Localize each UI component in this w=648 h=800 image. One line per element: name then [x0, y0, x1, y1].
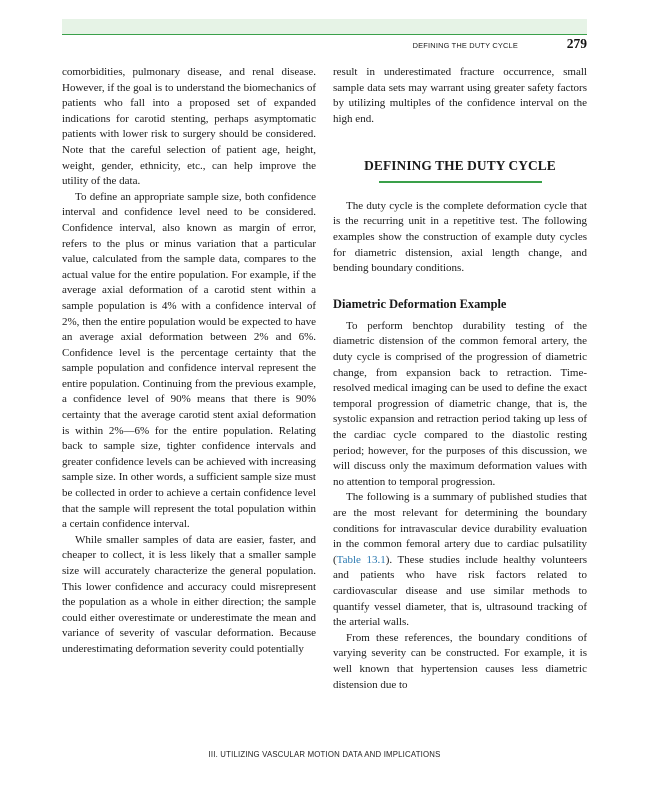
- running-head: DEFINING THE DUTY CYCLE: [412, 41, 518, 50]
- table-reference-link[interactable]: Table 13.1: [336, 553, 386, 566]
- subsection-heading: Diametric Deformation Example: [333, 296, 507, 311]
- paragraph-text: ). These studies include healthy volunteers and patients who have risk factors related to cardiovascular disease and use similar methods to quantify vessel diameter, that is, ultrasound tracking of the arterial walls.: [333, 553, 587, 629]
- section-heading-rule: [379, 181, 542, 183]
- section-heading: DEFINING THE DUTY CYCLE: [364, 158, 556, 174]
- body-paragraph: [333, 490, 587, 630]
- running-footer: III. UTILIZING VASCULAR MOTION DATA AND IMPLICATIONS: [208, 750, 441, 759]
- header-rule: [62, 34, 587, 35]
- body-paragraph: To define an appropriate sample size, both confidence interval and confidence level need to be considered. Confidence interval, also known as margin of error, refers to the plus or minus variation that a particular value, calculated from the sample data, compares to the actual value for the entire population. For example, if the average axial deformation of a carotid stent within a sample population is 4% with a confidence interval of 2%, then the entire population would be expected to have an average axial deformation between 2% and 6%. Confidence level is the percentage certainty that the sample population and confidence interval represent the entire population. Continuing from the previous example, a confidence level of 90% means that there is 90% certainty that the average carotid stent axial deformation is within 2%—6% for the entire population. Relating back to sample size, tighter confidence intervals and greater confidence levels can be achieved with increasing sample size. In other words, a sufficient sample size must be collected in order to achieve a certain confidence level that the sample will represent the total population within a certain confidence interval.: [62, 190, 316, 531]
- body-paragraph: result in underestimated fracture occurrence, small sample data sets may warrant using greater safety factors by utilizing multiples of the confidence interval on the high end.: [333, 66, 587, 125]
- body-paragraph: To perform benchtop durability testing of the diametric distension of the common femoral artery, the duty cycle is comprised of the progression of diametric change, from expansion back to retraction. Time-resolved medical imaging can be used to define the exact temporal progression of diametric change, that is, the systolic expansion and retraction period taking up less of the cardiac cycle compared to the diastolic resting period; however, for the purposes of this discussion, we will discuss only the maximum deformation values with no attention to temporal progression.: [333, 319, 587, 488]
- left-column: [62, 65, 316, 658]
- page-number: 279: [566, 36, 587, 51]
- paragraph-text: The following is a summary of published studies that are the most relevant for determining the boundary conditions for intravascular device durability evaluation in the common femoral artery due to cardiac pulsatility (: [333, 491, 587, 566]
- body-paragraph: While smaller samples of data are easier, faster, and cheaper to collect, it is less likely that a smaller sample size will accurately characterize the general population. This lower confidence and accuracy could misrepresent the population as a whole in either direction; the sample could either overestimate or underestimate the mean and variance of severity of vascular deformation. Because underestimating deformation severity could potentially: [62, 533, 316, 655]
- body-paragraph: comorbidities, pulmonary disease, and renal disease. However, if the goal is to understand the biomechanics of patients who fall into a proposed set of expanded indications for carotid stenting, perhaps asymptomatic patients with lower risk to surgery should be considered. Note that the careful selection of patient age, height, weight, gender, ethnicity, etc., can help improve the utility of the data.: [62, 66, 316, 188]
- right-column: [333, 65, 587, 693]
- body-paragraph: From these references, the boundary conditions of varying severity can be constructed. For example, it is well known that hypertension causes less diametric distension due to: [333, 631, 587, 691]
- body-paragraph: The duty cycle is the complete deformation cycle that is the recurring unit in a repetitive test. The following examples show the construction of example duty cycles for diametric distension, axial length change, and bending boundary conditions.: [333, 199, 587, 275]
- header-band: [62, 19, 587, 35]
